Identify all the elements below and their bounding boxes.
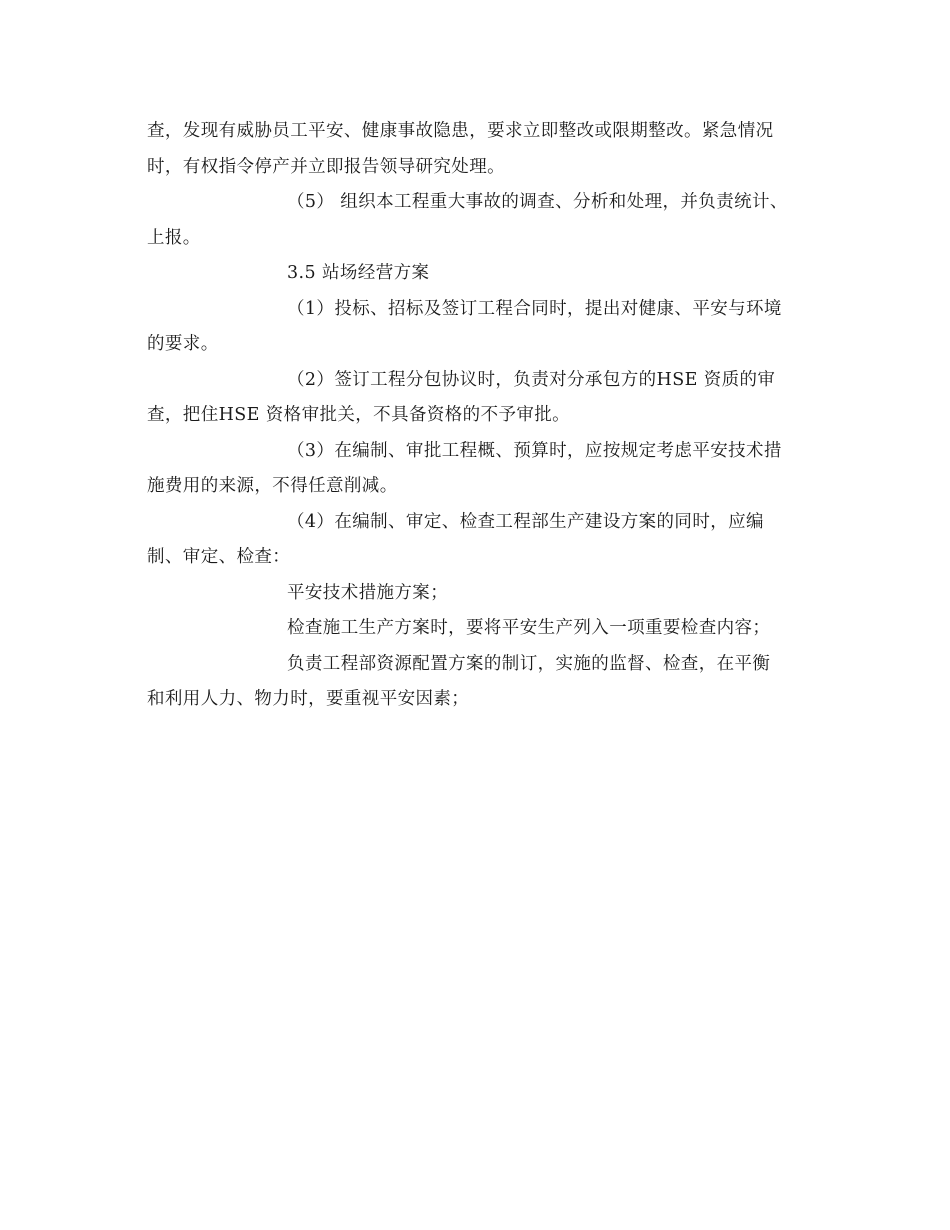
paragraph-safety-inspection — [147, 114, 807, 185]
text-line: 负责工程部资源配置方案的制订，实施的监督、检查，在平衡 — [287, 653, 771, 674]
text-line: （2）签订工程分包协议时，负责对分承包方的HSE 资质的审 — [287, 369, 776, 390]
paragraph-item-1 — [147, 292, 807, 363]
text-line: 上报。 — [147, 227, 201, 248]
document-body — [147, 114, 807, 718]
section-heading-3-5 — [147, 256, 807, 292]
paragraph-item-2 — [147, 363, 807, 434]
paragraph-item-3 — [147, 434, 807, 505]
text-line: 施费用的来源，不得任意削减。 — [147, 476, 398, 496]
text-line: 时，有权指令停产并立即报告领导研究处理。 — [147, 156, 505, 177]
text-line: 查，把住HSE 资格审批关，不具备资格的不予审批。 — [147, 405, 571, 425]
text-line: 查，发现有威胁员工平安、健康事故隐患，要求立即整改或限期整改。紧急情况 — [147, 121, 774, 141]
section-heading-text: 3.5 站场经营方案 — [287, 263, 430, 283]
text-line: 平安技术措施方案； — [287, 582, 449, 603]
paragraph-safety-plan — [147, 576, 807, 612]
paragraph-item-5 — [147, 185, 807, 256]
text-line: 检查施工生产方案时，要将平安生产列入一项重要检查内容； — [287, 618, 771, 638]
text-line: （1）投标、招标及签订工程合同时，提出对健康、平安与环境 — [287, 298, 782, 319]
text-line: 制、审定、检查： — [147, 547, 291, 567]
text-line: （4）在编制、审定、检查工程部生产建设方案的同时，应编 — [287, 511, 764, 532]
text-line: 的要求。 — [147, 334, 219, 354]
paragraph-resource-allocation — [147, 647, 807, 718]
text-line: （3）在编制、审批工程概、预算时，应按规定考虑平安技术措 — [287, 440, 782, 461]
text-line: 和利用人力、物力时，要重视平安因素； — [147, 689, 470, 709]
paragraph-production-check — [147, 611, 807, 647]
text-line: （5） 组织本工程重大事故的调查、分析和处理，并负责统计、 — [287, 192, 788, 212]
paragraph-item-4 — [147, 505, 807, 576]
